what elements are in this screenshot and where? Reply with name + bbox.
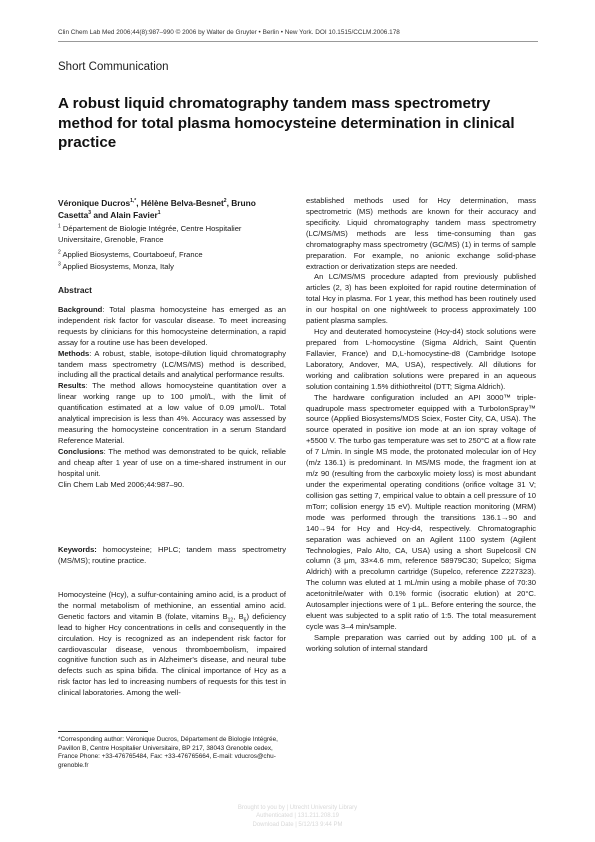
abstract-text: : The method was demonstrated to be quick, reliable and cheap after 1 year of use on a time-shared instrument in our hospital unit.: [58, 446, 286, 478]
affiliation-text: Applied Biosystems, Monza, Italy: [62, 262, 174, 271]
journal-header: Clin Chem Lab Med 2006;44(8):987–990 © 2006 by Walter de Gruyter • Berlin • New York. DOI 10.1515/CCLM.2006.178: [58, 29, 400, 36]
intro-text: ) deficiency lead to higher Hcy concentrations in cells and consequently in the circulation. Hcy is recognized as an independent risk factor for cardiovascular disease, venous thromboembolism, impaired cognitive function such as in Alzheimer's disease, and neural tube defects such as spina bifida. The clinical importance of Hcy as a risk factor has led to increasing numbers of requests for this test in clinical laboratories. Among the well-: [58, 611, 286, 698]
affiliation-number: 3: [58, 261, 61, 268]
abstract-text: : The method allows homocysteine quantitation over a linear working range up to 100 μmol/L, with the limit of quantification estimated at a low value of 0.09 μmol/L. Total analytical imprecision is less than 4%. Accuracy was assessed by measuring the homocysteine concentration in a serum Standard Reference Material.: [58, 381, 286, 445]
author-list: Véronique Ducros$^{1,*}$, Hélène Belva-Besnet$^2$, Bruno Casetta$^3$ and Alain Favier$^1$: [58, 198, 256, 220]
affiliation: [58, 249, 283, 260]
intro-subscript: 12: [227, 617, 234, 624]
author-name: Bruno Casetta: [58, 198, 256, 220]
abstract-label: Results: [58, 381, 86, 391]
header-divider: [58, 41, 538, 42]
introduction: [58, 590, 286, 699]
article-title: A robust liquid chromatography tandem mass spectrometry method for total plasma homocysteine determination in clinical practice: [58, 95, 515, 151]
download-watermark: [0, 804, 595, 829]
abstract-heading: Abstract: [58, 285, 92, 295]
author-affil-mark: 3: [88, 210, 92, 217]
author-name: Alain Favier: [110, 210, 158, 220]
affiliation-text: Applied Biosystems, Courtaboeuf, France: [62, 250, 203, 259]
affiliation-text: Département de Biologie Intégrée, Centre Hospitalier Universitaire, Grenoble, France: [58, 224, 242, 244]
body-paragraph: Hcy and deuterated homocysteine (Hcy-d4) stock solutions were prepared from L-homocystine (Sigma Aldrich, Saint Quentin Fallavier, France) and D,L-homocystine-d8 (Cambridge Isotope Laboratory, Andover, MA, USA), respectively. All dilutions for working and calibration solutions were prepared in an aqueous solution containing 1.5% dithiothreitol (DTT; Sigma Aldrich).: [306, 327, 536, 391]
corresponding-author-footnote: *Corresponding author: Véronique Ducros, Département de Biologie Intégrée, Pavillon B, Centre Hospitalier Universitaire, BP 217, 38043 Grenoble cedex, France Phone: +33-476765484, Fax: +33-476765664, E-mail: vducros@chu-grenoble.fr: [58, 736, 278, 769]
intro-text: , B: [233, 611, 244, 621]
watermark-line: Authenticated | 131.211.208.19: [256, 813, 339, 820]
abstract-label: Conclusions: [58, 446, 104, 456]
body-paragraph: Sample preparation was carried out by adding 100 μL of a working solution of internal standard: [306, 632, 536, 653]
author-affil-mark: 1,*: [130, 198, 137, 205]
body-paragraph: An LC/MS/MS procedure adapted from previously published articles (2, 3) has been exploited for rapid routine determination of total Hcy in plasma. For 1 year, this method has been routinely used in our hospital on one night/week to process approximately 100 patient plasma samples.: [306, 272, 536, 326]
body-paragraph: The hardware configuration included an API 3000™ triple-quadrupole mass spectrometer equipped with a TurboIonSpray™ source (Applied Biosystems/MDS Sciex, Foster City, CA, USA). The source operated in positive ion mode at an ion spray voltage of +5500 V. The turbo gas temperature was set to 250°C at a flow rate of 7 L/min. In single MS mode, the protonated molecular ion of Hcy (m/z 136.1) is predominant. In MS/MS mode, the fragment ion at m/z 90 (resulting from the carboxylic moiety loss) is most abundant under the experimental operating conditions (orifice voltage 31 V; collision gas setting 7, empirical value to obtain a cell pressure of 10 mTorr; collision energy 15 eV). Multiple reaction monitoring (MRM) mode was performed through the transitions 136.1→90 and 140→94 for Hcy and Hcy-d4, respectively. Chromatographic separation was achieved on an Agilent 1100 system (Agilent Technologies, Palo Alto, CA, USA) using a short Supelcosil CN column (3 μm, 33×4.6 mm, reference 58979C30; Supelco; Sigma Aldrich) with a precolumn cartridge (Supelco, reference Z227323). The column was eluted at 1 mL/min using a mobile phase of 70:30 acetonitrile/water with 0.1% formic (isocratic elution) at 20°C. Autosampler injections were of 1 μL. Before entering the source, the eluent was subjected to a split ratio of 1:5. The total measurement cycle was 3–4 min/sample.: [306, 392, 536, 631]
affiliation-number: 1: [58, 223, 61, 230]
affiliation: [58, 223, 283, 245]
abstract-results: [58, 381, 286, 446]
abstract-conclusions: [58, 447, 286, 480]
body-paragraph: established methods used for Hcy determination, mass spectrometric (MS) methods are known for their accuracy and specificity. Liquid chromatography tandem mass spectrometry (LC/MS/MS) methods are less time-consuming than gas chromatography mass spectrometry (GC/MS) (1) in terms of sample preparation. For example, no anionic exchange solid-phase extraction or derivatization steps are needed.: [306, 196, 536, 271]
keywords-label: Keywords:: [58, 545, 97, 554]
section-label: Short Communication: [58, 61, 169, 73]
right-column: [306, 196, 536, 655]
abstract-citation: Clin Chem Lab Med 2006;44:987–90.: [58, 479, 185, 489]
abstract-methods: [58, 349, 286, 382]
author-name: Véronique Ducros: [58, 198, 131, 208]
watermark-line: Download Date | 5/12/13 9:44 PM: [252, 821, 343, 828]
intro-paragraph: [58, 590, 286, 699]
author-affil-mark: 2: [223, 198, 227, 205]
abstract-body: [58, 305, 286, 490]
abstract-background: [58, 305, 286, 349]
intro-subscript: 6: [243, 617, 247, 624]
footnote-divider: [58, 731, 148, 732]
abstract-label: Methods: [58, 348, 90, 358]
keywords-text: homocysteine; HPLC; tandem mass spectrometry (MS/MS); routine practice.: [58, 545, 286, 565]
abstract-text: : A robust, stable, isotope-dilution liquid chromatography tandem mass spectrometry (LC/MS/MS) method is described, including all the practical details and analytical performance results.: [58, 348, 286, 380]
intro-text: Homocysteine (Hcy), a sulfur-containing amino acid, is a product of the normal metabolism of methionine, an essential amino acid. Genetic factors and vitamin B (folate, vitamins B: [58, 590, 286, 621]
abstract-text: : Total plasma homocysteine has emerged as an independent risk factor for vascular disease. To meet increasing requests by clinicians for this homocysteine determination, a rapid assay for a routine use has been developed.: [58, 305, 286, 347]
affiliation: [58, 261, 283, 272]
affiliation-number: 2: [58, 249, 61, 256]
watermark-line: Brought to you by | Utrecht University Library: [237, 805, 358, 811]
abstract-label: Background: [58, 305, 103, 314]
author-affil-mark: 1: [157, 210, 161, 217]
author-name: Hélène Belva-Besnet: [140, 198, 224, 208]
keywords: [58, 545, 286, 567]
